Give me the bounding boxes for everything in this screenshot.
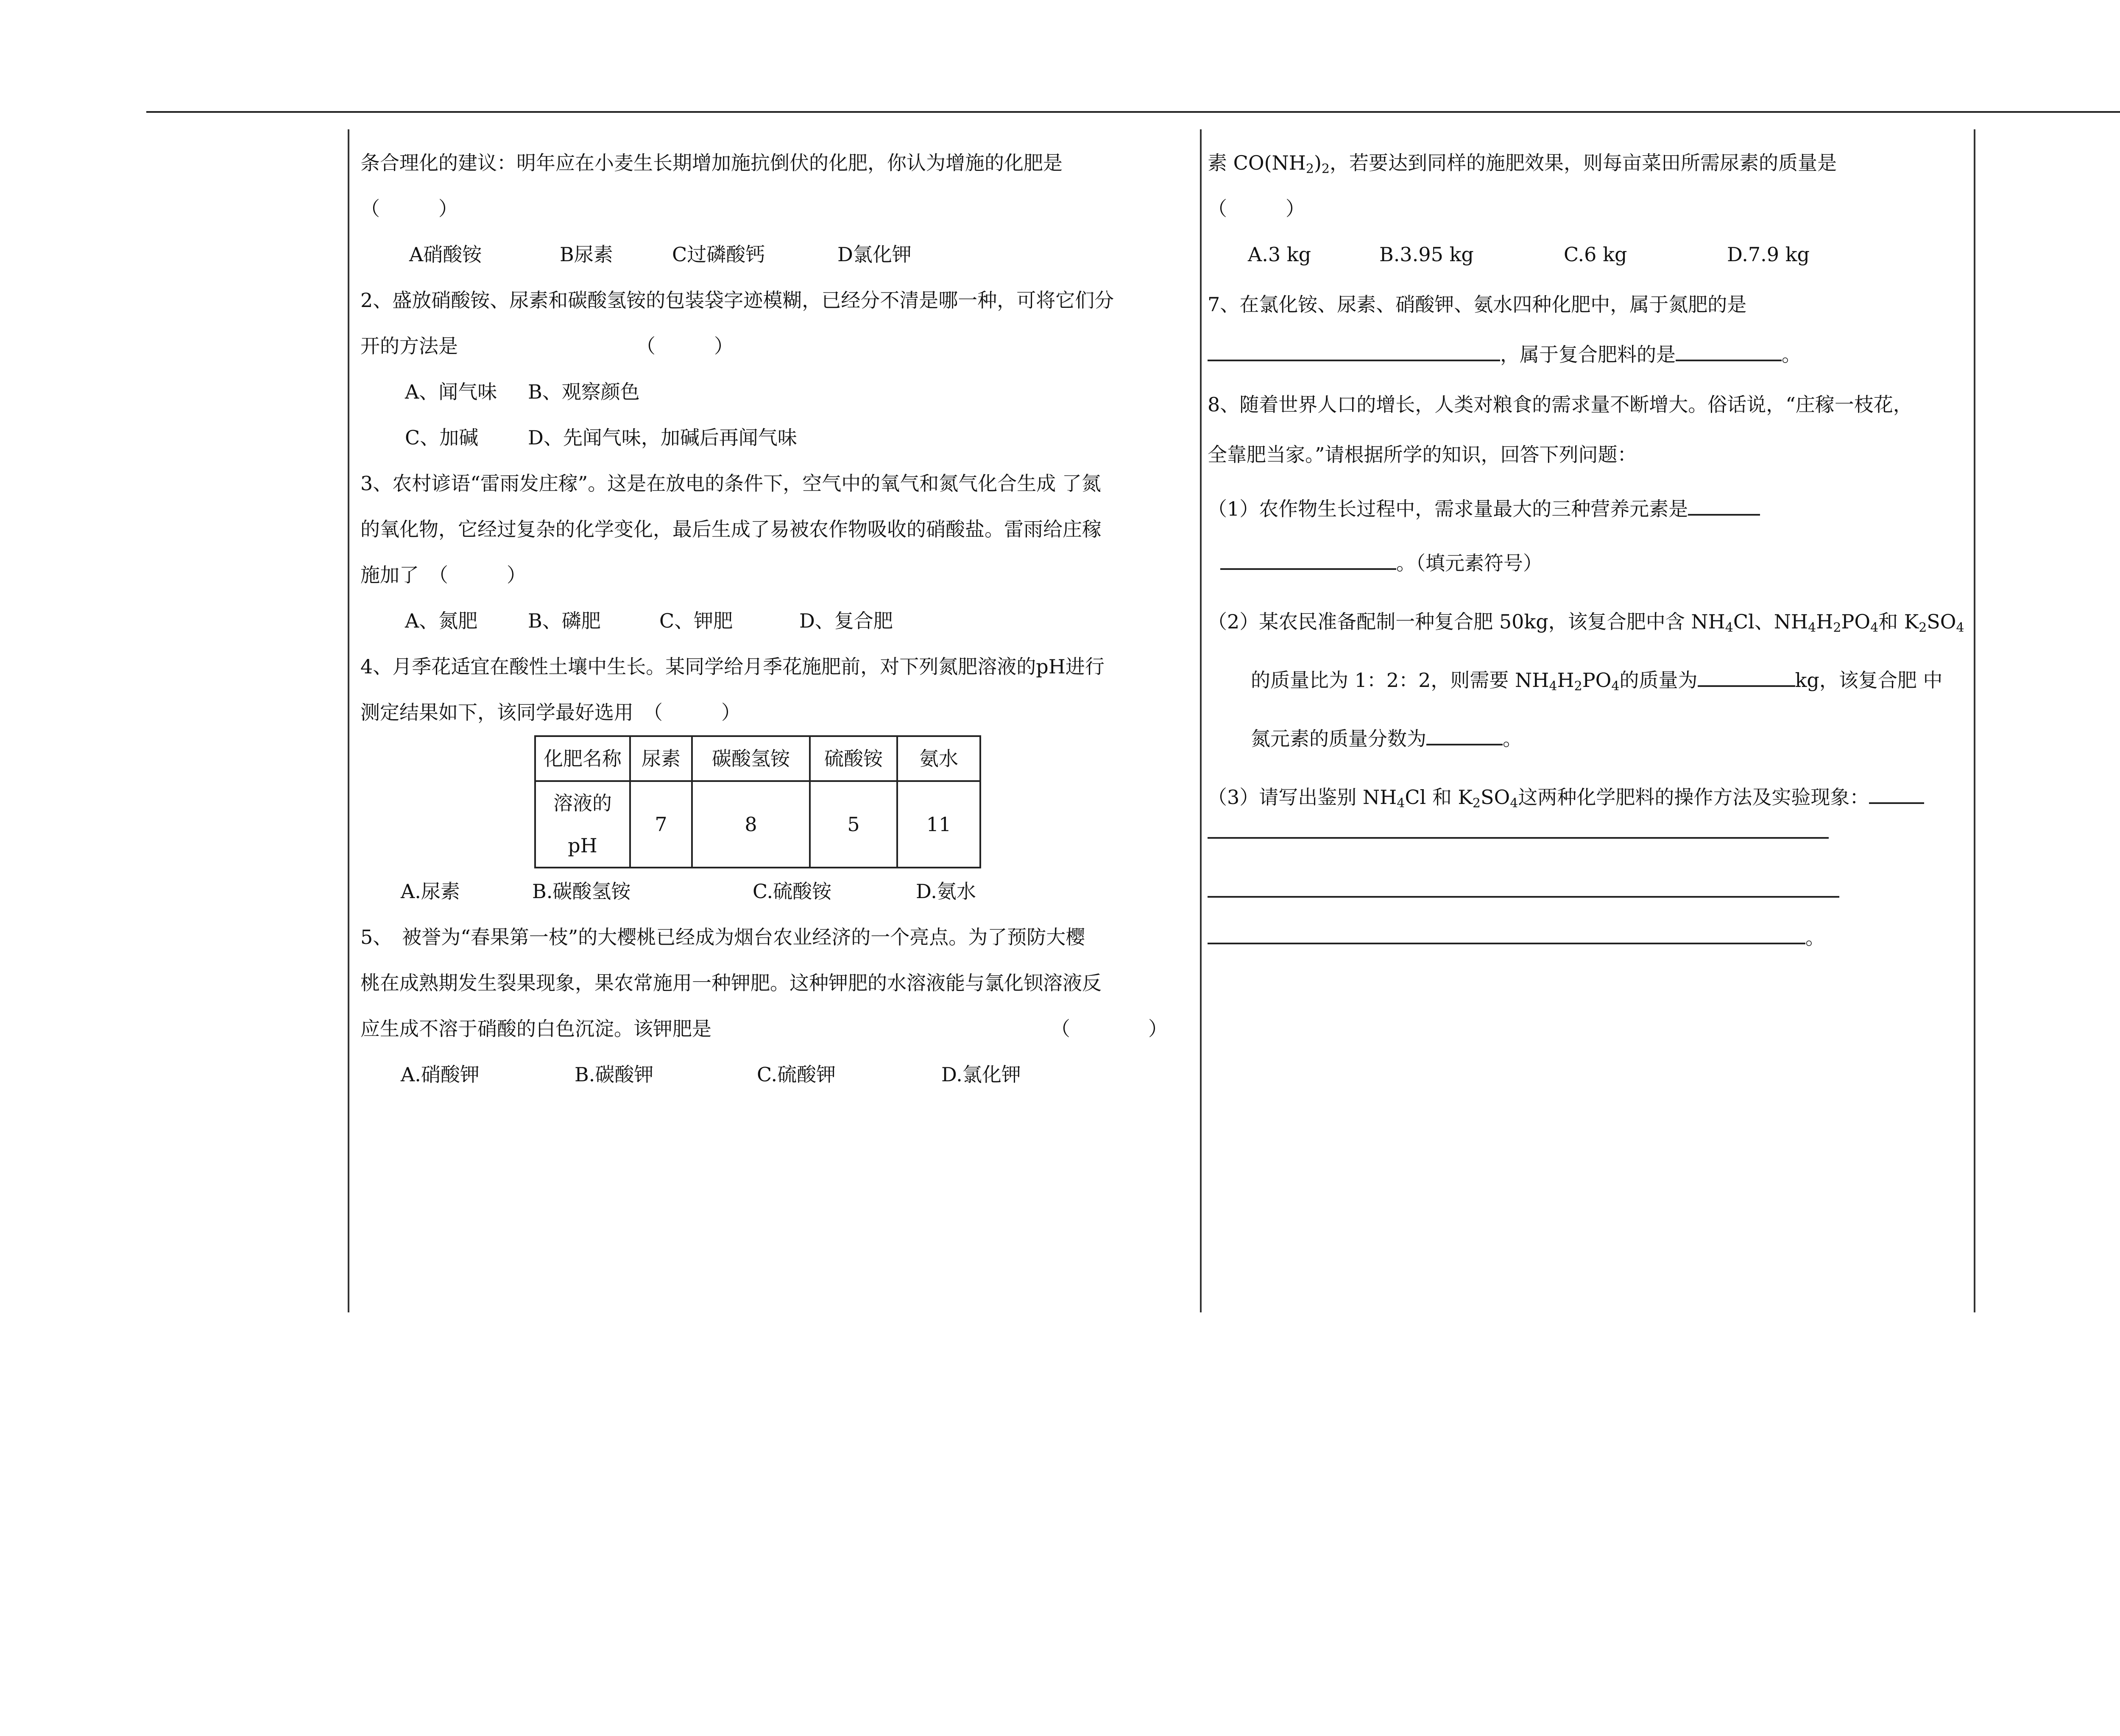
q6-option-a[interactable]: A.3 kg (1248, 243, 1311, 266)
table-cell: 7 (630, 781, 692, 868)
q7-blank-compound[interactable] (1676, 345, 1782, 361)
q1-option-d[interactable]: D氯化钾 (837, 243, 912, 266)
table-cell: 8 (692, 781, 810, 868)
q8-part1: （1）农作物生长过程中，需求量最大的三种营养元素是 (1208, 486, 1969, 532)
q5-option-b[interactable]: B.碳酸钾 (575, 1063, 654, 1086)
q2-options-row2 (360, 415, 1191, 461)
q1-answer-paren[interactable]: （ ） (360, 197, 458, 220)
table-cell: 11 (897, 781, 980, 868)
q3-stem-end[interactable]: 施加了 （ ） (360, 564, 526, 586)
header-rule (146, 111, 2120, 113)
q5-option-d[interactable]: D.氯化钾 (941, 1063, 1021, 1086)
q5-stem: 5、 被誉为“春果第一枝”的大樱桃已经成为烟台农业经济的一个亮点。为了预防大樱 (360, 926, 1085, 949)
q7-stem: 7、在氯化铵、尿素、硝酸钾、氨水四种化肥中，属于氮肥的是 (1208, 293, 1747, 316)
q1-options (360, 232, 1191, 277)
q6-answer-paren[interactable]: （ ） (1208, 197, 1305, 220)
center-divider (1200, 129, 1202, 1312)
q8-3-answer-line-1[interactable] (1208, 837, 1829, 839)
q8-3-answer-line-3[interactable] (1208, 928, 1805, 944)
q4-stem: 4、月季花适宜在酸性土壤中生长。某同学给月季花施肥前，对下列氮肥溶液的pH进行 (360, 655, 1105, 678)
table-cell: 溶液的pH (535, 781, 630, 868)
q4-stem-end[interactable]: 测定结果如下，该同学最好选用 （ ） (360, 701, 741, 724)
q5-options (360, 1052, 1191, 1097)
q7-blank-nitrogen[interactable] (1208, 345, 1500, 361)
right-margin-line (1974, 129, 1975, 1312)
q8-3-blank-start[interactable] (1869, 788, 1924, 804)
q2-answer-paren[interactable]: （ ） (636, 335, 734, 357)
q3-option-c[interactable]: C、钾肥 (659, 609, 733, 632)
q8-2-blank-fraction[interactable] (1426, 729, 1503, 745)
q3-stem: 3、农村谚语“雷雨发庄稼”。这是在放电的条件下，空气中的氧气和氮气化合生成 了氮 (360, 472, 1101, 495)
q3-option-a[interactable]: A、氮肥 (405, 609, 478, 632)
left-margin-line (348, 129, 349, 1312)
q8-part3: （3）请写出鉴别 $NH_4Cl$ 和 $K_2SO_4$这两种化学肥料的操作方法及实验现象： (1208, 774, 1969, 820)
q8-2-blank-mass[interactable] (1698, 671, 1795, 687)
q4-option-d[interactable]: D.氨水 (916, 880, 976, 903)
ph-table (534, 735, 981, 868)
q6-option-c[interactable]: C.6 kg (1564, 243, 1627, 266)
q6-option-d[interactable]: D.7.9 kg (1727, 243, 1810, 266)
q3-option-d[interactable]: D、复合肥 (799, 609, 893, 632)
q8-3-answer-line-2[interactable] (1208, 896, 1839, 898)
q3-option-b[interactable]: B、磷肥 (528, 609, 601, 632)
table-row (535, 736, 980, 781)
table-header-cell: 化肥名称 (535, 736, 630, 781)
q4-option-c[interactable]: C.硫酸铵 (753, 880, 832, 903)
table-header-cell: 氨水 (897, 736, 980, 781)
q2-stem-end: 开的方法是 (360, 335, 458, 357)
q6-option-b[interactable]: B.3.95 kg (1379, 243, 1474, 266)
q6-continuation: 素 $CO(NH_2)_2$，若要达到同样的施肥效果，则每亩菜田所需尿素的质量是 (1208, 151, 1837, 176)
q3-options (360, 598, 1191, 644)
q2-options-row1 (360, 369, 1191, 415)
q5-option-c[interactable]: C.硫酸钾 (757, 1063, 836, 1086)
q4-options (360, 868, 1191, 914)
q2-option-a[interactable]: A、闻气味 (405, 380, 497, 403)
q1-option-a[interactable]: A硝酸铵 (409, 243, 482, 266)
q1-option-c[interactable]: C过磷酸钙 (672, 243, 765, 266)
q8-1-blank-b[interactable] (1220, 554, 1396, 570)
table-header-cell: 尿素 (630, 736, 692, 781)
q8-1-blank-a[interactable] (1688, 500, 1760, 516)
q2-stem: 2、盛放硝酸铵、尿素和碳酸氢铵的包装袋字迹模糊，已经分不清是哪一种，可将它们分 (360, 289, 1114, 312)
q2-option-d[interactable]: D、先闻气味，加碱后再闻气味 (528, 426, 797, 449)
q8-part2: （2）某农民准备配制一种复合肥 50kg，该复合肥中含 $NH_4Cl$、$NH_4H_2PO_4$和 $K_2SO_4$ (1208, 610, 1964, 635)
q1-option-b[interactable]: B尿素 (560, 243, 613, 266)
q5-answer-paren[interactable]: （ ） (1051, 1017, 1168, 1040)
left-column: 条合理化的建议：明年应在小麦生长期增加施抗倒伏的化肥，你认为增施的化肥是 （ ） A硝酸铵 B尿素 C过磷酸钙 D氯化钾 2、盛放硝酸铵、尿素和碳酸氢铵的包装袋字迹模糊，已经分不清是哪一种，可将它们分 开的方法是 （ ） A、闻气味 B、观察颜色 C、加碱 D、先闻气味，加碱后再闻气味 3、农村谚语“雷雨发庄稼”。这是在放电的条件下，空气中的氧气和氮气化合生成 了氮 的氧化物，它经过复杂的化学变化，最后生成了易被农作物吸收的硝酸盐。雷雨给庄稼 施加了 （ ） A、氮肥 B、磷肥 C、钾肥 D、复合肥 4、月季花适宜在酸性土壤中生长。某同学给月季花施肥前，对下列氮肥溶液的pH进行 测定结果如下，该同学最好选用 （ ） 化肥名称 尿素 碳酸氢铵 硫酸铵 氨水 溶液的pH 7 8 5 11 A.尿素 B.碳酸氢铵 C.硫酸铵 D.氨水 5、 被誉为“春果第一枝”的大樱桃已经成为烟台农业经济的一个亮点。为了预防大樱 桃在成熟期发生裂果现象，果农常施用一种钾肥。这种钾肥的水溶液能与氯化钡溶液反 应生成不溶于硝酸的白色沉淀。该钾肥是 （ ） A.硝酸钾 B.碳酸钾 C.硫酸钾 D.氯化钾 (360, 140, 1191, 1097)
table-row (535, 781, 980, 868)
q1-continuation: 条合理化的建议：明年应在小麦生长期增加施抗倒伏的化肥，你认为增施的化肥是 (360, 151, 1063, 174)
q2-option-c[interactable]: C、加碱 (405, 426, 479, 449)
q2-option-b[interactable]: B、观察颜色 (528, 380, 640, 403)
q6-options (1208, 232, 1969, 277)
table-header-cell: 硫酸铵 (810, 736, 897, 781)
right-column: 素 $CO(NH_2)_2$，若要达到同样的施肥效果，则每亩菜田所需尿素的质量是 （ ） A.3 kg B.3.95 kg C.6 kg D.7.9 kg 7、在氯化铵、尿素、硝酸钾、氨水四种化肥中，属于氮肥的是 ，属于复合肥料的是 。 8、随着世界人口的增长，人类对粮食的需求量不断增大。俗话说，“庄稼一枝花， 全靠肥当家。”请根据所学的知识，回答下列问题： （1）农作物生长过程中，需求量最大的三种营养元素是 。（填元素符号） （2）某农民准备配制一种复合肥 50kg，该复合肥中含 $NH_4Cl$、$NH_4H_2PO_4$和 $K_2SO_4$ 的质量比为 1：2：2，则需要 $NH_4H_2PO_4$的质量为 kg，该复合肥 中 氮元素的质量分数为 。 （3）请写出鉴别 $NH_4Cl$ 和 $K_2SO_4$这两种化学肥料的操作方法及实验现象： 。 (1208, 140, 1969, 960)
q5-option-a[interactable]: A.硝酸钾 (401, 1063, 480, 1086)
table-header-cell: 碳酸氢铵 (692, 736, 810, 781)
q4-option-b[interactable]: B.碳酸氢铵 (532, 880, 631, 903)
table-cell: 5 (810, 781, 897, 868)
q8-stem: 8、随着世界人口的增长，人类对粮食的需求量不断增大。俗话说，“庄稼一枝花， (1208, 393, 1913, 416)
q4-option-a[interactable]: A.尿素 (401, 880, 460, 903)
